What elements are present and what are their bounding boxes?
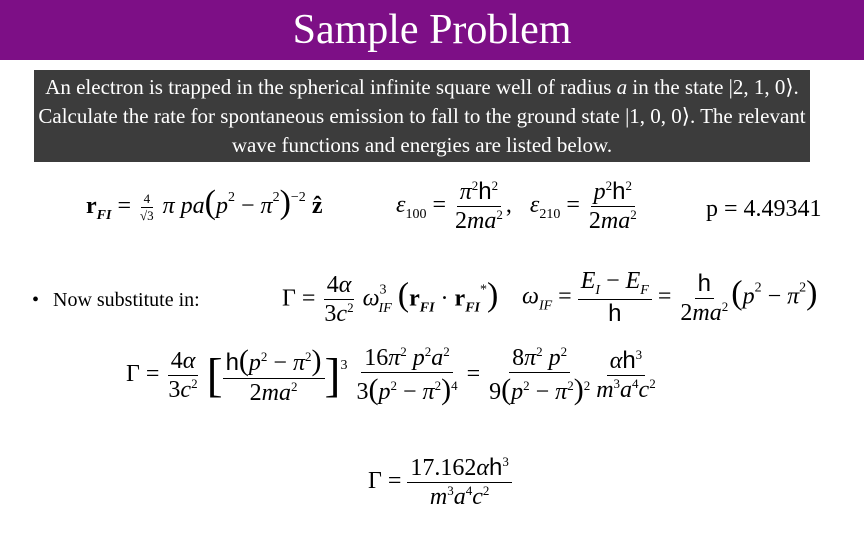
- problem-statement: [34, 70, 810, 162]
- slide-title: Sample Problem: [292, 7, 572, 53]
- eq-gamma-substituted: Γ = $\frac{4\alpha}{3c^2}$ [ $\frac{h(p^2 - \pi^2)}{2ma^2}$ ]$^3$ $\frac{16\pi^2 p^2a^2}{3(p^2 - \pi^2)^4}$ = $\frac{8\pi^2 p^2}{9(p^2 - \pi^2)^2}$ $\frac{\alpha h^3}{m^3a^4c^2}$: [126, 344, 656, 406]
- bullet-dot: •: [32, 289, 40, 311]
- problem-radius-var: a: [616, 75, 628, 99]
- gamma-coefficient: 17.162: [410, 455, 477, 481]
- p-value: p = 4.49341: [706, 196, 822, 222]
- eq-energies: $\varepsilon_{100}$ = $\frac{\pi^2h^2}{2ma^2}$ , $\varepsilon_{210}$ = $\frac{p^2h^2}{2ma^2}$: [396, 178, 637, 234]
- eq-position-matrix-element: $r_{FI}$ = $\frac{4}{√3}$ π $pa(p^2 - \pi^2)^{-2}$ ẑ: [86, 184, 323, 223]
- problem-text-part2: in the state |2, 1, 0⟩. Calculate the rate for spontaneous emission to fall to the ground state |1, 0, 0⟩. The relevant wave functions and energies are listed below.: [38, 75, 806, 157]
- bullet-substitute: [32, 289, 200, 312]
- problem-text-part1: An electron is trapped in the spherical infinite square well of radius: [45, 75, 617, 99]
- eq-gamma-result: Γ = $\frac{17.162\alpha h^3}{m^3a^4c^2}$: [368, 454, 512, 511]
- eq-omega: $\omega_{IF}$ = $\frac{E_I - E_F}{h}$ = $\frac{h}{2ma^2}$ $(p^2 - \pi^2)$: [522, 268, 818, 327]
- bullet-text: Now substitute in:: [53, 289, 200, 311]
- eq-gamma-general: Γ = $\frac{4\alpha}{3c^2}$ $\omega^3_{IF}$ $(r_{FI} \cdot r_{FI}^*)$: [282, 272, 499, 327]
